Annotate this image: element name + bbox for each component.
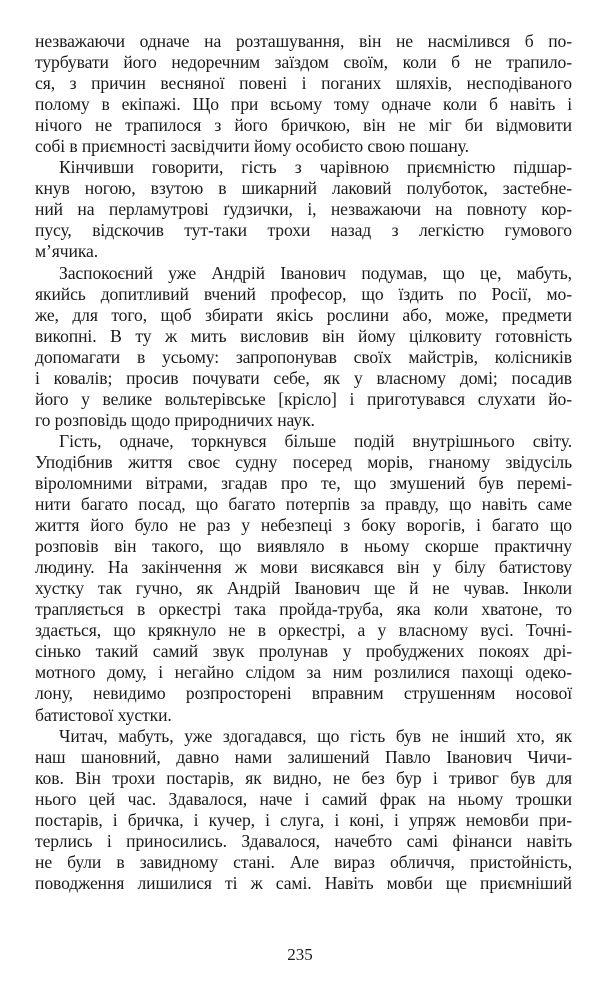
text-line: кнув ногою, взутою в шикарний лаковий полуботок, застебне-	[35, 178, 572, 199]
text-line: Заспокоєний уже Андрій Іванович подумав, що це, мабуть,	[59, 262, 572, 283]
text-line: поводження лишилися ті ж самі. Навіть мовби ще приємніший	[35, 872, 572, 893]
text-line: Уподібнив життя своє судну посеред морів, гнаному звідусіль	[35, 451, 572, 472]
text-line: допомагати в усьому: запропонував своїх майстрів, колісників	[35, 346, 572, 367]
text-line: нього цей час. Здавалося, наче і самий фрак на ньому трошки	[35, 788, 572, 809]
page-body-text	[35, 31, 572, 894]
text-line: нити багато посад, що багато потерпів за правду, що навіть саме	[35, 494, 572, 515]
text-line: якийсь допитливий вчений професор, що їздить по Росії, мо-	[35, 283, 572, 304]
text-line: же, для того, щоб збирати якісь рослини або, може, предмети	[35, 304, 572, 325]
text-line: викопні. В ту ж мить висловив він йому цілковиту готовність	[35, 325, 572, 346]
text-line: лону, невидимо розпросторені вправним струшенням носової	[35, 683, 572, 704]
text-line: наш шановний, давно нами залишений Павло Іванович Чичи-	[35, 746, 572, 767]
text-line: Кінчивши говорити, гість з чарівною приємністю підшар-	[59, 157, 572, 178]
page-number: 235	[287, 945, 313, 964]
text-line: нічого не трапилося з його бричкою, він не міг би відмовити	[35, 115, 572, 136]
text-line: віроломними вітрами, згадав про те, що змушений був перемі-	[35, 472, 572, 493]
text-line: Читач, мабуть, уже здогадався, що гість був не інший хто, як	[59, 725, 572, 746]
text-line: Гість, одначе, торкнувся більше подій внутрішнього світу.	[59, 430, 572, 451]
text-line: го розповідь щодо природничих наук.	[35, 409, 315, 430]
text-line: постарів, і бричка, і кучер, і слуга, і коні, і упряж немовби при-	[35, 809, 572, 830]
text-line: хустку так гучно, як Андрій Іванович ще й не чував. Інколи	[35, 578, 572, 599]
text-line: ся, з причин весняної повені і поганих шляхів, несподіваного	[35, 73, 572, 94]
text-line: сінько такий самий звук пролунав у пробуджених покоях дрі-	[35, 641, 572, 662]
text-line: м’ячика.	[35, 241, 99, 262]
text-line: полому в екіпажі. Що при всьому тому одначе коли б навіть і	[35, 94, 572, 115]
text-line: його у велике вольтерівське [крісло] і приготувався слухати йо-	[35, 388, 572, 409]
text-line: здається, що крякнуло не в оркестрі, а у власному вусі. Точні-	[35, 620, 572, 641]
text-line: турбувати його недоречним заїздом своїм, коли б не трапило-	[35, 52, 572, 73]
text-line: терлись і приносились. Здавалося, начебто самі фінанси навіть	[35, 830, 572, 851]
text-line: пусу, відскочив тут-таки трохи назад з легкістю гумового	[35, 220, 572, 241]
text-line: ков. Він трохи постарів, як видно, не без бур і тривог був для	[35, 767, 572, 788]
text-line: мотного дому, і негайно слідом за ним розлилися пахощі одеко-	[35, 662, 572, 683]
text-line: собі в приємності засвідчити йому особисто свою пошану.	[35, 136, 469, 157]
text-line: життя його було не раз у небезпеці з боку ворогів, і багато що	[35, 515, 572, 536]
text-line: трапляється в оркестрі така пройда-труба, яка коли хватоне, то	[35, 599, 572, 620]
text-line: розповів він такого, що виявляло в ньому скорше практичну	[35, 536, 572, 557]
text-line: батистової хустки.	[35, 704, 172, 725]
text-line: і ковалів; просив почувати себе, як у власному домі; посадив	[35, 367, 572, 388]
text-line: не були в завидному стані. Але вираз обличчя, пристойність,	[35, 851, 572, 872]
text-line: людину. На закінчення ж мови висякався він у білу батистову	[35, 557, 572, 578]
text-line: ний на перламутрові ґудзички, і, незважаючи на повноту кор-	[35, 199, 572, 220]
text-line: незважаючи одначе на розташування, він не насмілився б по-	[35, 31, 572, 51]
